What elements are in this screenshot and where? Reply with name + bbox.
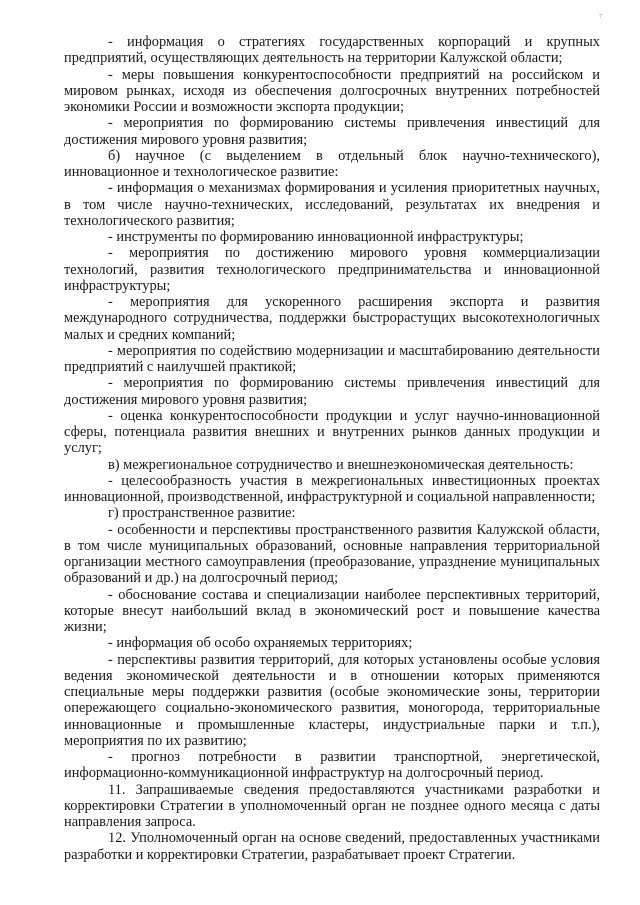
- paragraph-export-expansion: - мероприятия для ускоренного расширения экспорта и развития международного сотрудничества, поддержки быстрорастущих высокотехнологичных малых и средних компаний;: [64, 294, 600, 343]
- paragraph-investment-measures-2: - мероприятия по формированию системы привлечения инвестиций для достижения мирового уровня развития;: [64, 375, 600, 408]
- paragraph-territories-rationale: - обоснование состава и специализации наиболее перспективных территорий, которые внесут наибольший вклад в экономический рост и повышение качества жизни;: [64, 586, 600, 635]
- paragraph-section-b-heading: б) научное (с выделением в отдельный блок научно-технического), инновационное и технологическое развитие:: [64, 147, 600, 180]
- paragraph-innovation-tools: - инструменты по формированию инновационной инфраструктуры;: [108, 229, 524, 245]
- paragraph-investment-measures: - мероприятия по формированию системы привлечения инвестиций для достижения мирового уровня развития;: [64, 115, 600, 148]
- paragraph-protected-territories: - информация об особо охраняемых территориях;: [108, 635, 413, 652]
- paragraph-section-v-heading: в) межрегиональное сотрудничество и внешнеэкономическая деятельность:: [108, 456, 574, 473]
- paragraph-special-zones: - перспективы развития территорий, для которых установлены особые условия ведения экономической деятельности и в отношении которых применяются специальные меры поддержки развития (особые экономические зоны, территории опережающего социально-экономического развития, моногорода, территориальные инновационные и промышленные кластеры, индустриальные парки и т.п.), мероприятия по их развитию;: [64, 651, 600, 749]
- paragraph-competitiveness-assessment: - оценка конкурентоспособности продукции и услуг научно-инновационной сферы, потенциала развития внешних и внутренних рынков данных продукции и услуг;: [64, 407, 600, 457]
- paragraph-research-mechanisms: - информация о механизмах формирования и усиления приоритетных научных, в том числе научно-технических, исследований, результатах их внедрения и технологического развития;: [64, 180, 600, 229]
- paragraph-spatial-features: - особенности и перспективы пространственного развития Калужской области, в том числе муниципальных образований, основные направления территориальной организации местного самоуправления (преобразование, упразднение муниципальных образований и др.) на долгосрочный период;: [64, 521, 600, 587]
- document-body: [64, 34, 600, 863]
- paragraph-modernization: - мероприятия по содействию модернизации и масштабированию деятельности предприятий с наилучшей практикой;: [64, 342, 600, 375]
- paragraph-item-11: 11. Запрашиваемые сведения предоставляются участниками разработки и корректировки Стратегии в уполномоченный орган не позднее одного месяца с даты направления запроса.: [64, 781, 600, 830]
- paragraph-competitiveness-measures: - меры повышения конкурентоспособности предприятий на российском и мировом рынках, исходя из обеспечения долгосрочных внутренних потребностей экономики России и возможности экспорта продукции;: [64, 66, 600, 115]
- paragraph-item-12: 12. Уполномоченный орган на основе сведений, предоставленных участниками разработки и корректировки Стратегии, разрабатывает проект Стратегии.: [64, 830, 600, 863]
- paragraph-section-g-heading: г) пространственное развитие:: [108, 505, 296, 522]
- paragraph-interregional-projects: - целесообразность участия в межрегиональных инвестиционных проектах инновационной, производственной, инфраструктурной и социальной направленности;: [64, 472, 600, 505]
- paragraph-commercialization: - мероприятия по достижению мирового уровня коммерциализации технологий, развития технологического предпринимательства и инновационной инфраструктуры;: [64, 245, 600, 294]
- paragraph-corporate-strategies: - информация о стратегиях государственных корпораций и крупных предприятий, осуществляющих деятельность на территории Калужской области;: [64, 34, 600, 67]
- paragraph-infrastructure-forecast: - прогноз потребности в развитии транспортной, энергетической, информационно-коммуникационной инфраструктур на долгосрочный период.: [64, 749, 600, 782]
- page-number: 7: [599, 14, 602, 20]
